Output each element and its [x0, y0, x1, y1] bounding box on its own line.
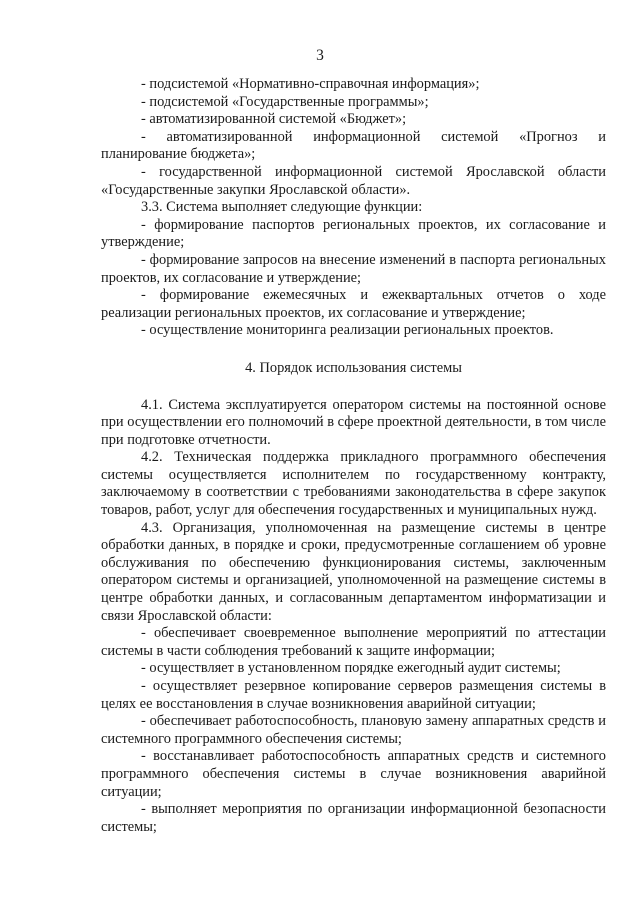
list-item: - обеспечивает своевременное выполнение мероприятий по аттестации системы в части соблюдения требований к защите информации; [101, 625, 606, 659]
list-item: - выполняет мероприятия по организации информационной безопасности системы; [101, 801, 606, 835]
list-item: - автоматизированной системой «Бюджет»; [141, 111, 407, 128]
list-item: - обеспечивает работоспособность, плановую замену аппаратных средств и системного программного обеспечения системы; [101, 713, 606, 747]
page-number: 3 [316, 47, 324, 64]
list-item: - осуществляет в установленном порядке ежегодный аудит системы; [141, 660, 561, 677]
list-item: - подсистемой «Нормативно-справочная информация»; [141, 76, 480, 92]
list-item: - осуществление мониторинга реализации региональных проектов. [141, 322, 554, 339]
clause-3-3: 3.3. Система выполняет следующие функции: [141, 199, 423, 216]
document-body [101, 76, 606, 836]
list-item: - государственной информационной системой Ярославской области «Государственные закупки Ярославской области». [101, 163, 606, 198]
clause-4-3: 4.3. Организация, уполномоченная на размещение системы в центре обработки данных, в порядке и сроки, предусмотренные соглашением об уровне обслуживания по обеспечению функционирования системы, заключенным оператором системы и организацией, уполномоченной на размещение системы в центре обработки данных, и согласованным департаментом информатизации и связи Ярославской области: [101, 519, 606, 624]
clause-4-1: 4.1. Система эксплуатируется оператором системы на постоянной основе при осуществлении его полномочий в сфере проектной деятельности, в том числе при подготовке отчетности. [101, 396, 606, 448]
list-item: - подсистемой «Государственные программы»; [141, 93, 429, 110]
list-item: - осуществляет резервное копирование серверов размещения системы в целях ее восстановления в случае возникновения аварийной ситуации; [101, 678, 606, 712]
clause-4-2: 4.2. Техническая поддержка прикладного программного обеспечения системы осуществляется исполнителем по государственному контракту, заключаемому в соответствии с требованиями законодательства в сфере закупок товаров, работ, услуг для обеспечения государственных и муниципальных нужд. [101, 449, 606, 519]
list-item: - формирование паспортов региональных проектов, их согласование и утверждение; [101, 216, 606, 251]
list-item: - восстанавливает работоспособность аппаратных средств и системного программного обеспечения системы в случае возникновения аварийной ситуации; [101, 748, 606, 800]
list-item: - автоматизированной информационной системой «Прогноз и планирование бюджета»; [101, 128, 606, 163]
list-item: - формирование ежемесячных и ежеквартальных отчетов о ходе реализации региональных проектов, их согласование и утверждение; [101, 287, 606, 321]
list-item: - формирование запросов на внесение изменений в паспорта региональных проектов, их согласование и утверждение; [101, 251, 606, 286]
section-heading: 4. Порядок использования системы [245, 359, 462, 376]
